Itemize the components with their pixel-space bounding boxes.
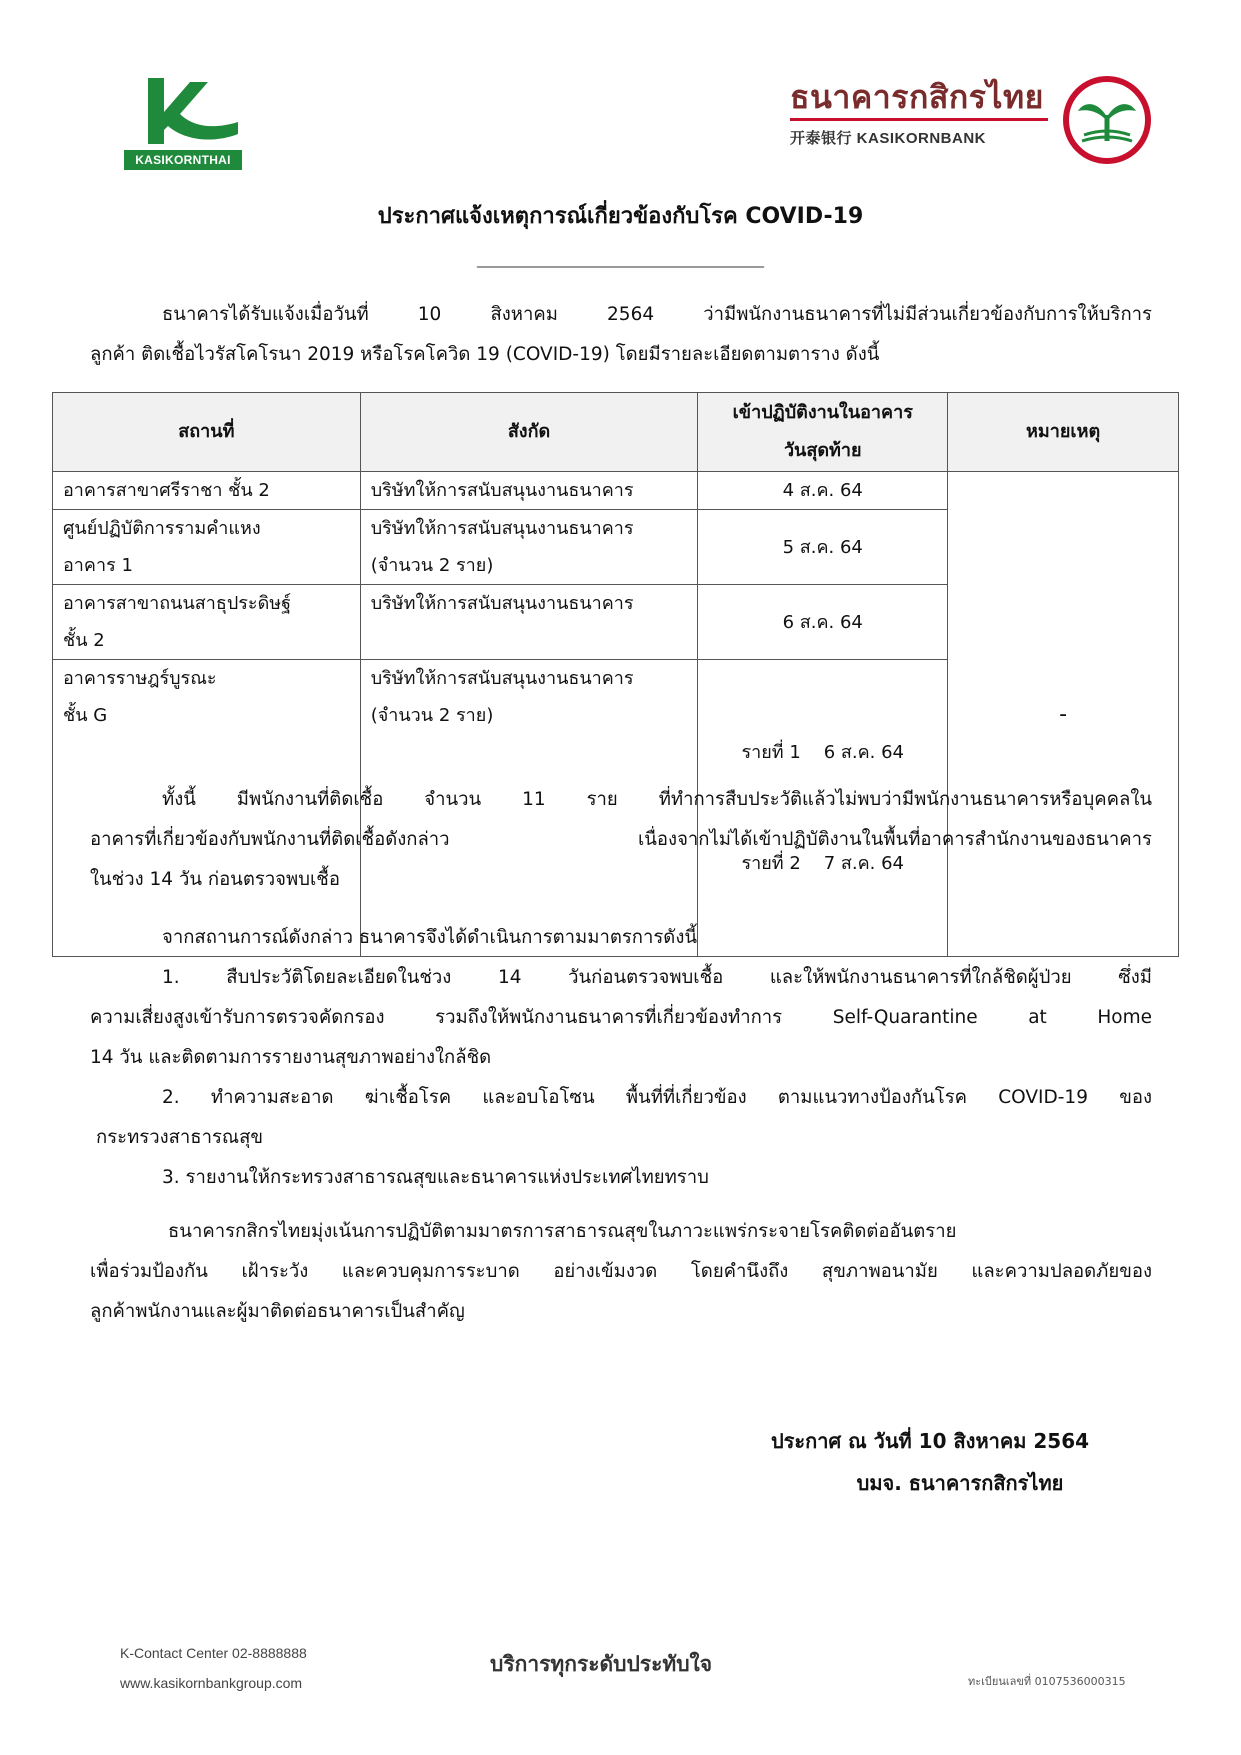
measure-2-line-2: กระทรวงสาธารณสุข <box>96 1127 264 1148</box>
measure-1-line-1: 1. สืบประวัติโดยละเอียดในช่วง 14 วันก่อนตรวจพบเชื้อ และให้พนักงานธนาคารที่ใกล้ชิดผู้ป่วย ซึ่งมี <box>162 967 1152 988</box>
cell-text: 6 ส.ค. 64 <box>782 611 863 633</box>
intro-paragraph <box>90 295 1152 375</box>
bank-name-thai: ธนาคารกสิกรไทย <box>790 78 1044 116</box>
header-affiliation: สังกัด <box>360 393 698 472</box>
cell-location <box>53 585 361 660</box>
cell-text: (จำนวน 2 ราย) <box>370 555 494 576</box>
cell-text: ชั้น G <box>63 705 108 726</box>
k-mark-icon <box>120 72 246 152</box>
closing-line-3: ลูกค้าพนักงานและผู้มาติดต่อธนาคารเป็นสำคัญ <box>90 1301 465 1322</box>
kasikornbank-seal-logo <box>1062 75 1152 165</box>
cell-text: (จำนวน 2 ราย) <box>370 705 494 726</box>
kasikornthai-wordmark: KASIKORNTHAI <box>124 150 242 170</box>
cell-location <box>53 510 361 585</box>
para2-line-3: ในช่วง 14 วัน ก่อนตรวจพบเชื้อ <box>90 869 340 890</box>
cell-affiliation <box>360 585 698 660</box>
cell-affiliation <box>360 510 698 585</box>
footer-contact <box>120 1638 307 1698</box>
cell-text: บริษัทให้การสนับสนุนงานธนาคาร <box>370 480 634 501</box>
page-title: ประกาศแจ้งเหตุการณ์เกี่ยวข้องกับโรค COVID-19 <box>377 204 864 229</box>
cell-remark: - <box>948 472 1179 957</box>
title-underline: _________________________________________ <box>477 252 764 268</box>
cell-text: 5 ส.ค. 64 <box>782 536 863 558</box>
rice-sprout-icon <box>1062 75 1152 165</box>
signature-block <box>700 1420 1120 1504</box>
table-header-row <box>53 393 1179 472</box>
wordmark-rule <box>790 118 1048 121</box>
measures-intro: จากสถานการณ์ดังกล่าว ธนาคารจึงได้ดำเนินการตามมาตรการดังนี้ <box>162 927 698 948</box>
closing-paragraph <box>90 1212 1152 1332</box>
cell-text: บริษัทให้การสนับสนุนงานธนาคาร <box>370 593 634 614</box>
announcement-date: ประกาศ ณ วันที่ 10 สิงหาคม 2564 <box>770 1429 1090 1453</box>
bank-name-english: 开泰银行 KASIKORNBANK <box>790 130 987 147</box>
measure-1-line-3: 14 วัน และติดตามการรายงานสุขภาพอย่างใกล้ชิด <box>90 1047 492 1068</box>
header-location: สถานที่ <box>53 393 361 472</box>
cell-date <box>698 585 948 660</box>
infection-paragraph <box>90 780 1152 900</box>
intro-line-2: ลูกค้า ติดเชื้อไวรัสโคโรนา 2019 หรือโรคโควิด 19 (COVID-19) โดยมีรายละเอียดตามตาราง ดังนี้ <box>90 344 880 365</box>
cell-text: บริษัทให้การสนับสนุนงานธนาคาร <box>370 668 634 689</box>
registration-number: ทะเบียนเลขที่ 0107536000315 <box>968 1675 1126 1688</box>
cell-text: อาคารสาขาถนนสาธุประดิษฐ์ <box>63 593 292 614</box>
header-last-day <box>698 393 948 472</box>
cell-text: อาคารสาขาศรีราชา ชั้น 2 <box>63 480 270 501</box>
closing-line-1: ธนาคารกสิกรไทยมุ่งเน้นการปฏิบัติตามมาตรการสาธารณสุขในภาวะแพร่กระจายโรคติดต่ออันตราย <box>168 1221 957 1242</box>
measure-3: 3. รายงานให้กระทรวงสาธารณสุขและธนาคารแห่งประเทศไทยทราบ <box>162 1167 709 1188</box>
website-link[interactable]: www.kasikornbankgroup.com <box>120 1675 303 1691</box>
cell-text: อาคารราษฎร์บูรณะ <box>63 668 217 689</box>
measure-2-line-1: 2. ทำความสะอาด ฆ่าเชื้อโรค และอบโอโซน พื้นที่ที่เกี่ยวข้อง ตามแนวทางป้องกันโรค COVID-19 ของ <box>162 1087 1152 1108</box>
header-remark: หมายเหตุ <box>948 393 1179 472</box>
cell-text: 4 ส.ค. 64 <box>782 480 863 501</box>
cell-text: บริษัทให้การสนับสนุนงานธนาคาร <box>370 518 634 539</box>
measures-section <box>90 918 1152 1198</box>
para2-line-1: ทั้งนี้ มีพนักงานที่ติดเชื้อ จำนวน 11 ราย ที่ทำการสืบประวัติแล้วไม่พบว่ามีพนักงานธนาคารหรือบุคคลใน <box>162 789 1152 810</box>
footer-slogan: บริการทุกระดับประทับใจ <box>490 1652 713 1676</box>
cell-text: ศูนย์ปฏิบัติการรามคำแหง <box>63 518 261 539</box>
cell-text: ชั้น 2 <box>63 630 105 651</box>
kasikornthai-logo <box>120 72 246 172</box>
contact-center: K-Contact Center 02-8888888 <box>120 1645 307 1661</box>
cell-text: อาคาร 1 <box>63 555 133 576</box>
cell-affiliation <box>360 472 698 510</box>
closing-line-2: เพื่อร่วมป้องกัน เฝ้าระวัง และควบคุมการระบาด อย่างเข้มงวด โดยคำนึงถึง สุขภาพอนามัย และความปลอดภัยของ <box>90 1261 1152 1282</box>
para2-line-2: อาคารที่เกี่ยวข้องกับพนักงานที่ติดเชื้อดังกล่าว เนื่องจากไม่ได้เข้าปฏิบัติงานในพื้นที่อาคารสำนักงานของธนาคาร <box>90 829 1152 850</box>
table-row <box>53 472 1179 510</box>
header-last-day-line-1: เข้าปฏิบัติงานในอาคาร <box>732 402 913 423</box>
cell-location <box>53 472 361 510</box>
cell-text: รายที่ 2 7 ส.ค. 64 <box>741 853 905 874</box>
cell-date <box>698 510 948 585</box>
issuer-name: บมจ. ธนาคารกสิกรไทย <box>856 1471 1064 1495</box>
cell-date <box>698 472 948 510</box>
cell-text: รายที่ 1 6 ส.ค. 64 <box>741 742 905 763</box>
measure-1-line-2: ความเสี่ยงสูงเข้ารับการตรวจคัดกรอง รวมถึงให้พนักงานธนาคารที่เกี่ยวข้องทำการ Self-Quarantine at Home <box>90 1007 1152 1028</box>
intro-line-1: ธนาคารได้รับแจ้งเมื่อวันที่ 10 สิงหาคม 2564 ว่ามีพนักงานธนาคารที่ไม่มีส่วนเกี่ยวข้องกับการให้บริการ <box>162 304 1152 325</box>
kasikornbank-wordmark <box>790 78 1050 158</box>
header-last-day-line-2: วันสุดท้าย <box>783 440 862 461</box>
